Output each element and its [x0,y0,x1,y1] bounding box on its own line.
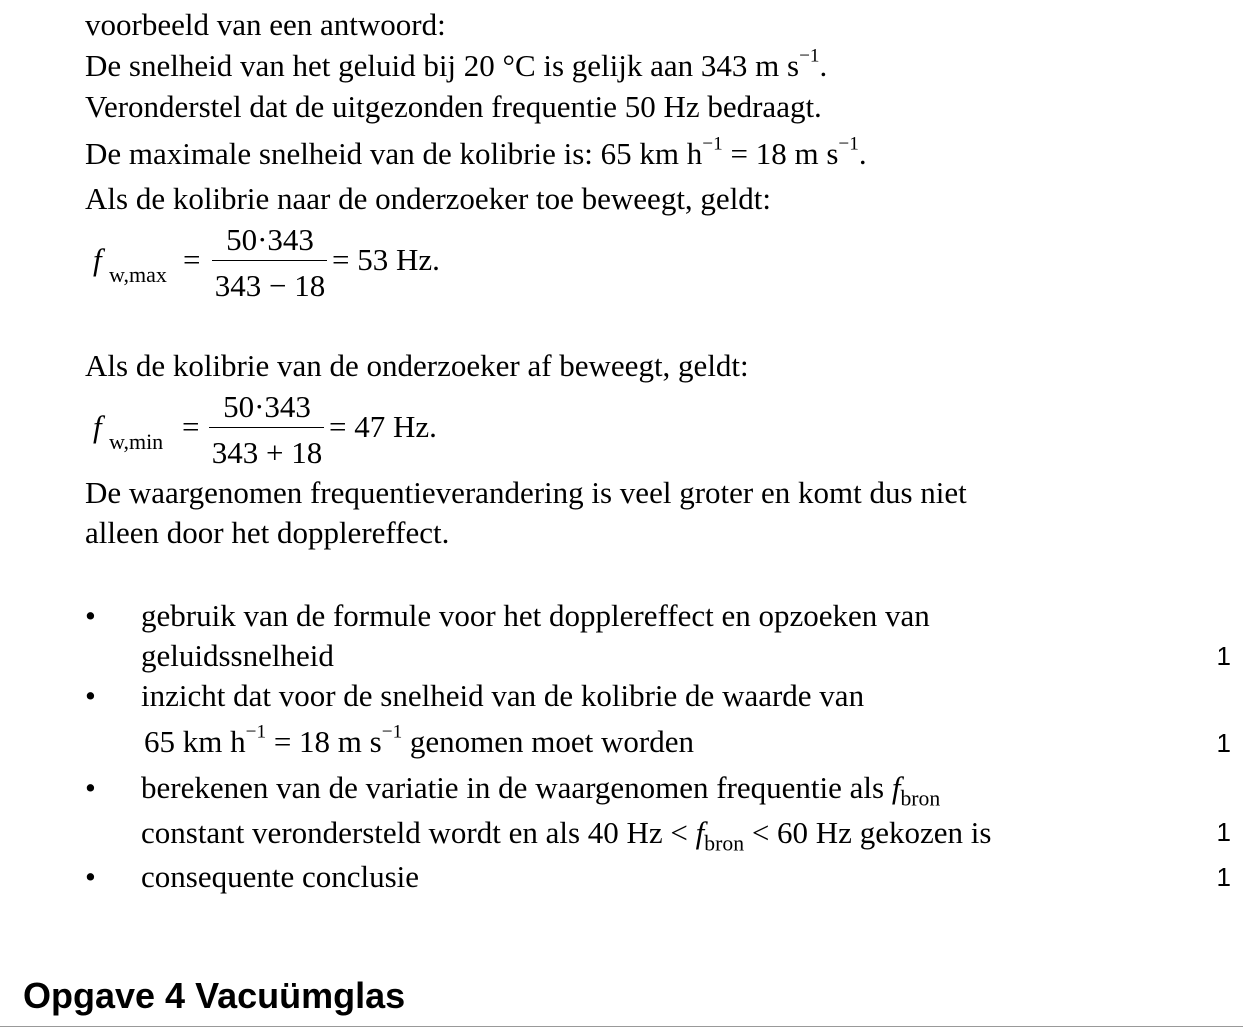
max-speed-text: De maximale snelheid van de kolibrie is: 65 km h [85,136,703,171]
approach-line: Als de kolibrie naar de onderzoeker toe beweegt, geldt: [85,181,772,216]
formula-result: = 47 Hz. [329,409,437,444]
bullet-point: • [85,678,96,713]
formula-subscript: w,min [109,429,164,454]
formula-equals: = [183,242,201,277]
unit-exponent: −1 [245,721,267,743]
section-heading: Opgave 4 Vacuümglas [23,975,406,1016]
criterion-2-line-1: inzicht dat voor de snelheid van de kolibrie de waarde van [141,678,865,713]
formula-symbol: f [93,409,102,444]
criterion-1-line-1: gebruik van de formule voor het dopplereffect en opzoeken van [141,598,930,633]
recede-line: Als de kolibrie van de onderzoeker af beweegt, geldt: [85,348,749,383]
divider [0,1026,1243,1027]
criterion-3-line-1 [141,770,941,811]
criterion-2-score: 1 [1216,728,1231,758]
formula-equals: = [182,409,200,444]
criterion-3-constant: constant verondersteld wordt en als 40 Hz < [141,815,696,850]
speed-of-sound-line [85,45,828,83]
max-speed-converted: = 18 m s [722,136,839,171]
formula-numerator: 50·343 [226,222,314,257]
fraction-bar [212,260,327,261]
bullet-point: • [85,598,96,633]
formula-numerator: 50·343 [223,389,311,424]
max-speed-line [85,133,867,171]
criterion-2-line-2 [144,721,695,760]
formula-symbol: f [93,242,102,277]
criterion-3-text: berekenen van de variatie in de waargenomen frequentie als [141,770,892,805]
formula-denominator: 343 − 18 [214,268,326,303]
bullet-point: • [85,770,96,805]
bullet-point: • [85,859,96,894]
formula-result: = 53 Hz. [332,242,440,277]
unit-exponent: −1 [838,133,859,155]
frequency-assumption-line: Veronderstel dat de uitgezonden frequentie 50 Hz bedraagt. [85,89,822,124]
formula-denominator: 343 + 18 [211,435,323,470]
f-subscript: bron [900,786,941,811]
unit-exponent: −1 [381,721,403,743]
criterion-2-speed-converted: = 18 m s [266,724,382,759]
unit-exponent: −1 [702,133,723,155]
criterion-4-line-1: consequente conclusie [141,859,420,894]
answer-intro: voorbeeld van een antwoord: [85,7,446,42]
criterion-1-line-2: geluidssnelheid [141,638,334,673]
criterion-1-score: 1 [1216,641,1231,671]
criterion-3-line-2 [141,815,992,856]
fraction-bar [209,427,324,428]
criterion-3-range: < 60 Hz gekozen is [744,815,992,850]
formula-fw-max [85,222,505,304]
speed-of-sound-text: De snelheid van het geluid bij 20 °C is gelijk aan 343 m s [85,48,800,83]
criterion-3-score: 1 [1216,817,1231,847]
formula-subscript: w,max [109,262,167,287]
max-speed-end: . [858,136,867,171]
unit-exponent: −1 [799,45,820,67]
criterion-2-speed: 65 km h [144,724,246,759]
conclusion-line-2: alleen door het dopplereffect. [85,515,450,550]
f-symbol: f [891,770,901,805]
conclusion-line-1: De waargenomen frequentieverandering is veel groter en komt dus niet [85,475,967,510]
f-subscript: bron [704,831,745,856]
speed-of-sound-end: . [819,48,828,83]
criterion-2-tail: genomen moet worden [402,724,695,759]
formula-fw-min [85,389,505,471]
criterion-4-score: 1 [1216,862,1231,892]
f-symbol: f [695,815,705,850]
